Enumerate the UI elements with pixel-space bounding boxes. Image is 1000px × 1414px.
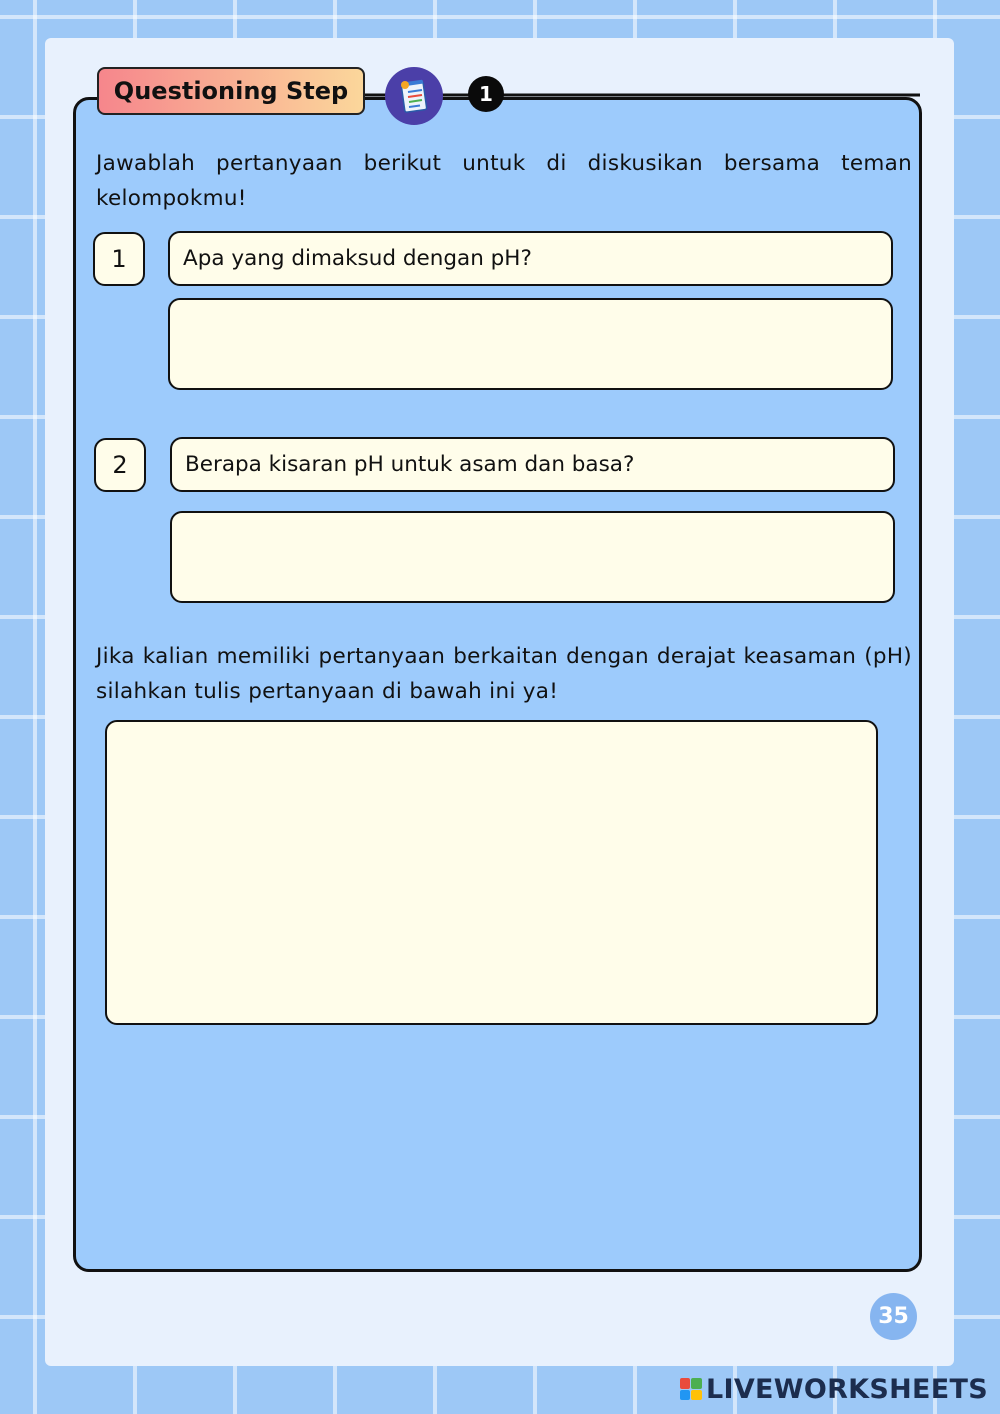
question-number-2: 2 [94, 438, 146, 492]
answer-field-1[interactable] [168, 298, 893, 390]
question-text-2: Berapa kisaran pH untuk asam dan basa? [170, 437, 895, 492]
page-number: 35 [870, 1293, 917, 1340]
section-title-badge: Questioning Step [97, 67, 365, 115]
extra-question-prompt: Jika kalian memiliki pertanyaan berkaitan dengan derajat keasaman (pH) silahkan tulis pertanyaan di bawah ini ya! [96, 644, 912, 704]
notepad-checklist-icon [385, 67, 443, 125]
extra-question-field[interactable] [105, 720, 878, 1025]
instruction-text: Jawablah pertanyaan berikut untuk di diskusikan bersama teman kelompokmu! [96, 151, 912, 211]
question-text-1: Apa yang dimaksud dengan pH? [168, 231, 893, 286]
liveworksheets-watermark[interactable] [680, 1372, 988, 1406]
question-number-1: 1 [93, 232, 145, 286]
liveworksheets-logo-icon [680, 1378, 702, 1400]
watermark-text: LIVEWORKSHEETS [705, 1373, 988, 1405]
answer-field-2[interactable] [170, 511, 895, 603]
step-number-badge: 1 [468, 76, 504, 112]
